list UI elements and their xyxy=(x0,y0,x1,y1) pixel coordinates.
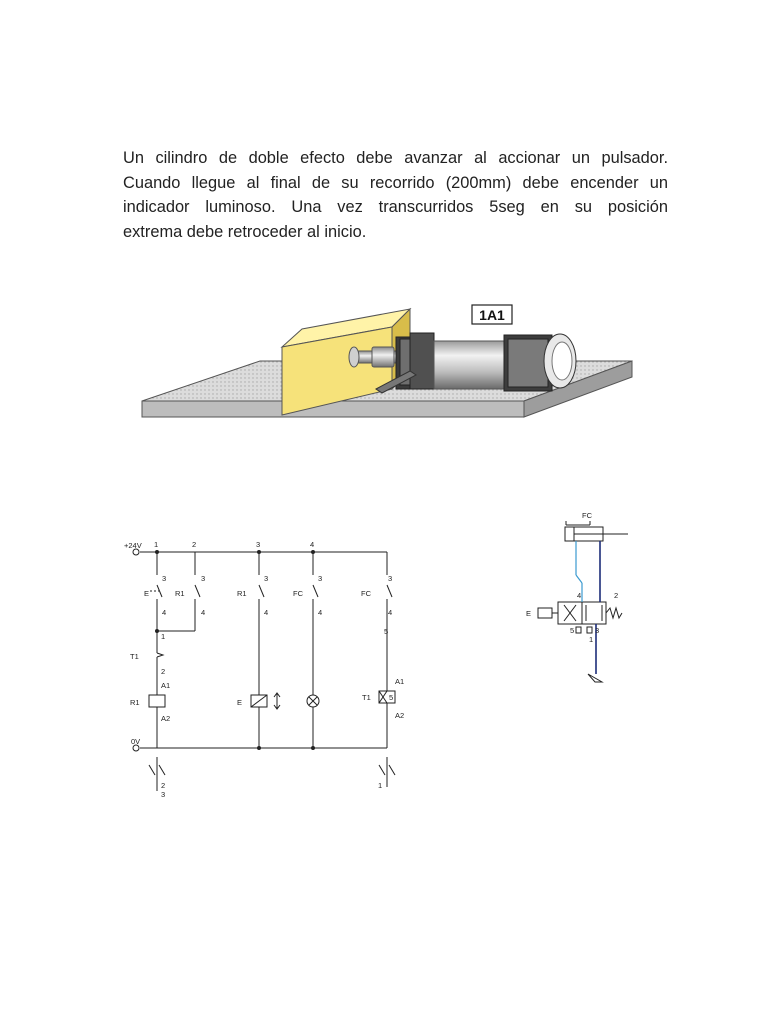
timer-coil-label: T1 xyxy=(362,693,371,702)
statement-line-1: Un cilindro de doble efecto debe avanzar al accionar un pulsador. xyxy=(123,149,668,167)
reference-label: 3 xyxy=(161,790,166,799)
column-label-1: 1 xyxy=(154,540,159,549)
reference-label: 2 xyxy=(161,781,166,790)
solenoid-label-e: E xyxy=(237,698,243,707)
contact-label-fc: FC xyxy=(293,589,303,598)
pneumatic-diagram xyxy=(520,505,640,690)
terminal-label: 4 xyxy=(318,608,323,617)
cylinder-label: 1A1 xyxy=(479,307,505,323)
terminal-label: 3 xyxy=(162,574,167,583)
column-label-2: 2 xyxy=(192,540,197,549)
port-label-4: 4 xyxy=(577,591,582,600)
column-label-4: 4 xyxy=(310,540,315,549)
problem-statement xyxy=(123,146,668,244)
contact-label-r1: R1 xyxy=(175,589,185,598)
coil-label-r1: R1 xyxy=(130,698,140,707)
statement-line-2: Cuando llegue al final de su recorrido (200mm) debe encender un xyxy=(123,173,668,192)
terminal-label: A1 xyxy=(395,677,405,686)
pneumatic-fc-label: FC xyxy=(582,511,592,520)
terminal-label: 3 xyxy=(318,574,323,583)
terminal-label: 4 xyxy=(388,608,393,617)
reference-label: 1 xyxy=(378,781,383,790)
terminal-label: 4 xyxy=(264,608,269,617)
supply-negative-label: 0V xyxy=(131,737,141,746)
contact-label-e: E xyxy=(144,589,150,598)
terminal-label: 4 xyxy=(201,608,206,617)
supply-positive-label: +24V xyxy=(124,541,142,550)
electrical-diagram xyxy=(115,535,415,805)
statement-line-4: extrema debe retroceder al inicio. xyxy=(123,222,367,241)
terminal-label: 4 xyxy=(162,608,167,617)
terminal-label: 3 xyxy=(264,574,269,583)
contact-label-fc-col5: FC xyxy=(361,589,371,598)
port-label-5: 5 xyxy=(570,626,575,635)
pneumatic-solenoid-label: E xyxy=(526,609,532,618)
contact-label-r1-col3: R1 xyxy=(237,589,247,598)
terminal-label: 2 xyxy=(161,667,166,676)
terminal-label: 3 xyxy=(201,574,206,583)
terminal-label: A2 xyxy=(161,714,171,723)
cylinder-illustration xyxy=(120,265,650,445)
cylinder-barrel xyxy=(434,341,504,389)
contact-label-t1: T1 xyxy=(130,652,139,661)
statement-line-3: indicador luminoso. Una vez transcurridos 5seg en su posición xyxy=(123,198,668,217)
terminal-label: 5 xyxy=(384,627,389,636)
terminal-label: A2 xyxy=(395,711,405,720)
port-label-3: 3 xyxy=(595,626,600,635)
port-label-1: 1 xyxy=(589,635,594,644)
terminal-label: 3 xyxy=(388,574,393,583)
column-label-3: 3 xyxy=(256,540,261,549)
terminal-label: 1 xyxy=(161,632,166,641)
timer-setting: 5 xyxy=(389,693,394,702)
terminal-label: A1 xyxy=(161,681,171,690)
port-label-2: 2 xyxy=(614,591,619,600)
rear-head xyxy=(504,334,576,391)
